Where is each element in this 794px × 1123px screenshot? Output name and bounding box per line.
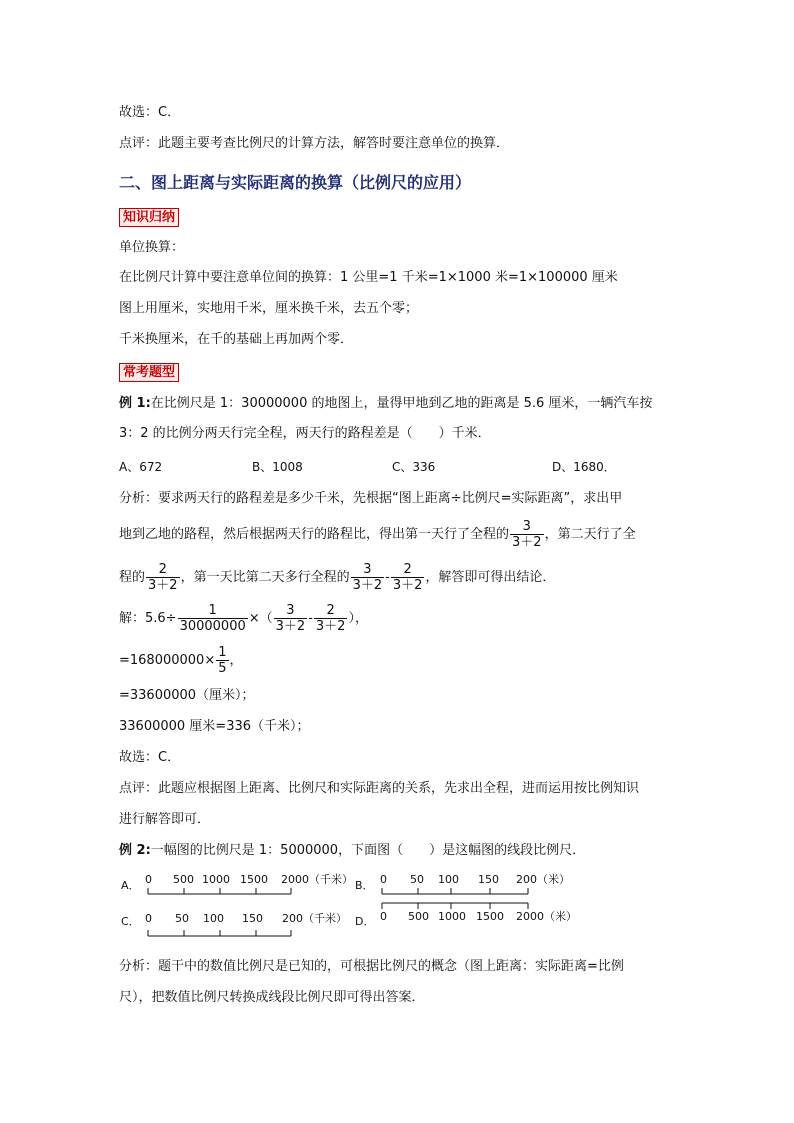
question-type-tag: 常考题型 — [119, 363, 179, 382]
tick-label: 200（米） — [516, 873, 570, 886]
tick-label: 2000（米） — [516, 910, 577, 923]
unit-line-1: 在比例尺计算中要注意单位间的换算：1 公里=1 千米=1×1000 米=1×100000 厘米 — [119, 270, 618, 285]
example-2-line-1: 例 2:一幅图的比例尺是 1：5000000，下面图（ ）是这幅图的线段比例尺． — [119, 843, 586, 858]
ex1-analysis-3: 程的 $\frac{2}{3+2}$ ，第一天比第二天多行全程的 $\frac{3}{3+2}$ - $\frac{2}{3+2}$ ，解答即可得出结论． — [119, 562, 556, 593]
ex1-solution-4: 33600000 厘米=336（千米）； — [119, 719, 310, 734]
tick-label: 100 — [203, 912, 224, 925]
tick-label: 1000 — [202, 873, 230, 886]
option-c: C、336 — [392, 460, 436, 474]
ex1-comment-1: 点评：此题应根据图上距离、比例尺和实际距离的关系，先求出全程，进而运用按比例知识 — [119, 781, 640, 796]
tick-label: 1500 — [476, 910, 504, 923]
scale-a-label: A． — [121, 879, 140, 892]
unit-line-2: 图上用厘米，实地用千米，厘米换千米，去五个零； — [119, 301, 419, 316]
tick-label: 200（千米） — [282, 912, 347, 925]
ex1-analysis-2: 地到乙地的路程，然后根据两天行的路程比，得出第一天行了全程的 $\frac{3}{3+2}$ ，第二天行了全 — [119, 519, 636, 550]
scale-c — [121, 911, 347, 936]
section-title: 二、图上距离与实际距离的换算（比例尺的应用） — [119, 173, 472, 192]
option-b: B、1008 — [252, 460, 303, 474]
tick-label: 0 — [145, 912, 152, 925]
scale-b-label: B． — [355, 879, 374, 892]
fraction: $\frac{3}{3+2}$ — [512, 519, 542, 550]
ex1-solution-2: =168000000× $\frac{1}{5}$ ， — [119, 645, 243, 676]
unit-line-3: 千米换厘米，在千的基础上再加两个零． — [119, 332, 354, 347]
ex1-analysis-1: 分析：要求两天行的路程差是多少千米，先根据“图上距离÷比例尺=实际距离”，求出甲 — [119, 491, 623, 506]
tick-label: 100 — [438, 873, 459, 886]
scale-d-label: D． — [355, 915, 375, 928]
option-d: D、1680． — [552, 460, 616, 474]
fraction: $\frac{2}{3+2}$ — [315, 603, 346, 634]
tick-label: 1000 — [438, 910, 466, 923]
tick-label: 2000（千米） — [281, 873, 353, 886]
tick-label: 500 — [408, 910, 429, 923]
scale-c-label: C． — [121, 915, 140, 928]
example-1-line-1: 例 1:在比例尺是 1：30000000 的地图上，量得甲地到乙地的距离是 5.6 厘米，一辆汽车按 — [119, 396, 653, 411]
unit-title: 单位换算： — [119, 240, 185, 255]
tick-label: 0 — [380, 910, 387, 923]
tick-label: 50 — [175, 912, 189, 925]
fraction: $\frac{3}{3+2}$ — [275, 603, 306, 634]
fraction: $\frac{1}{30000000}$ — [179, 603, 246, 634]
tick-label: 500 — [173, 873, 194, 886]
comment-line-1: 点评：此题主要考查比例尺的计算方法，解答时要注意单位的换算． — [119, 136, 510, 151]
scale-a — [121, 872, 353, 894]
fraction: $\frac{1}{5}$ — [218, 645, 227, 676]
fraction: $\frac{2}{3+2}$ — [392, 562, 423, 593]
ex1-solution-3: =33600000（厘米）； — [119, 688, 255, 703]
scale-d — [355, 903, 577, 928]
fraction: $\frac{3}{3+2}$ — [352, 562, 383, 593]
example-2-label: 例 2: — [119, 843, 151, 858]
tick-label: 150 — [478, 873, 499, 886]
ex1-answer: 故选：C． — [119, 750, 181, 765]
ex2-analysis-2: 尺），把数值比例尺转换成线段比例尺即可得出答案． — [119, 990, 425, 1005]
tick-label: 1500 — [240, 873, 268, 886]
ex1-comment-2: 进行解答即可． — [119, 812, 211, 827]
ex2-analysis-1: 分析：题干中的数值比例尺是已知的，可根据比例尺的概念（图上距离：实际距离=比例 — [119, 959, 624, 974]
knowledge-tag: 知识归纳 — [119, 208, 179, 227]
tick-label: 50 — [410, 873, 424, 886]
scale-options-figure — [118, 868, 588, 940]
tick-label: 150 — [242, 912, 263, 925]
scale-b — [355, 872, 570, 894]
tick-label: 0 — [145, 873, 152, 886]
example-1-label: 例 1: — [119, 396, 151, 411]
example-1-line-2: 3：2 的比例分两天行完全程，两天行的路程差是（ ）千米． — [119, 426, 491, 441]
option-a: A、672 — [119, 460, 163, 474]
tick-label: 0 — [380, 873, 387, 886]
answer-line-1: 故选：C． — [119, 105, 181, 120]
fraction: $\frac{2}{3+2}$ — [148, 562, 178, 593]
ex1-solution-1: 解：5.6÷ $\frac{1}{30000000}$ ×（ $\frac{3}{3+2}$ - $\frac{2}{3+2}$ ）， — [119, 603, 368, 634]
